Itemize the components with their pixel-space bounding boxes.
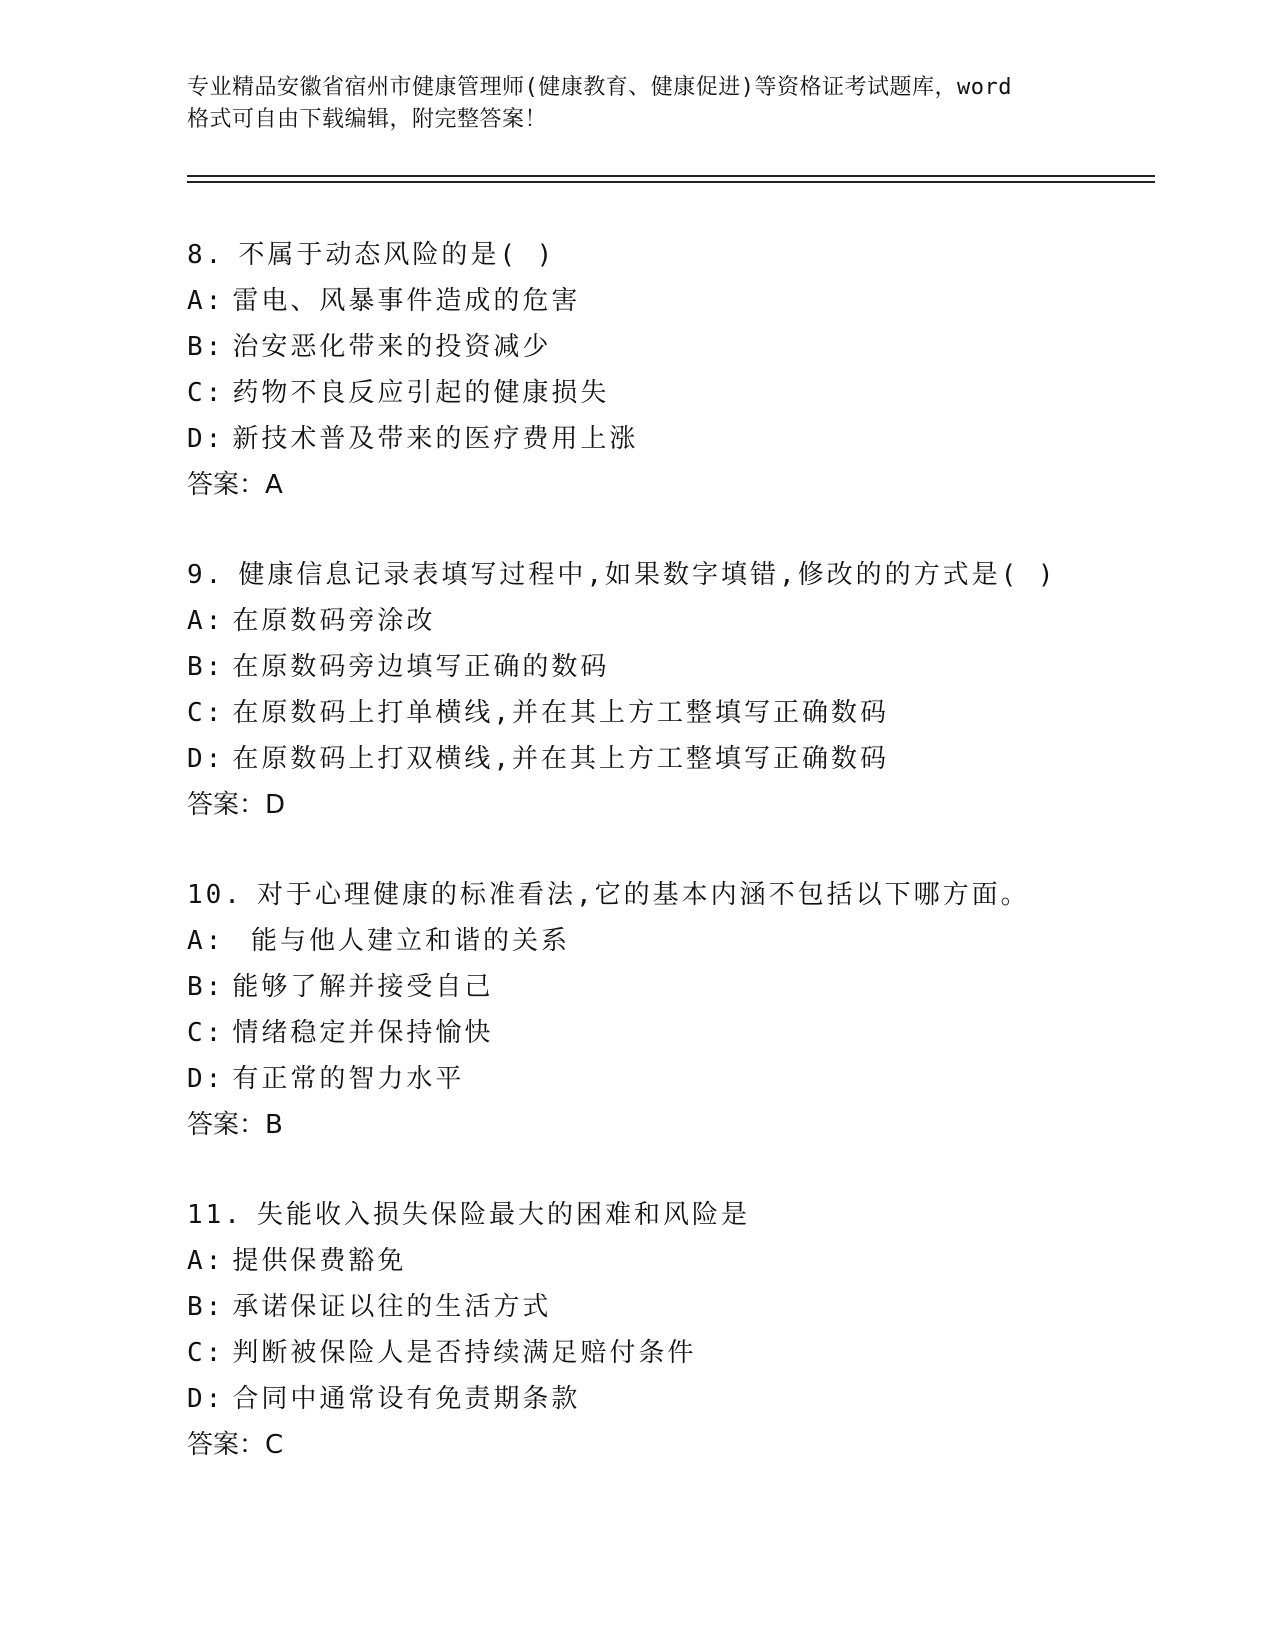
option-a — [187, 918, 1155, 964]
header-line-2: 格式可自由下载编辑，附完整答案！ — [187, 107, 548, 132]
option-d — [187, 1376, 1155, 1422]
option-text: 新技术普及带来的医疗费用上涨 — [232, 424, 639, 454]
question-text: 对于心理健康的标准看法,它的基本内涵不包括以下哪方面。 — [256, 880, 1030, 910]
option-d — [187, 416, 1155, 462]
option-key: B: — [187, 1292, 225, 1322]
option-b — [187, 644, 1155, 690]
option-text: 在原数码旁边填写正确的数码 — [232, 652, 610, 682]
option-b — [187, 324, 1155, 370]
option-key: C: — [187, 378, 225, 408]
option-a — [187, 1238, 1155, 1284]
option-text: 有正常的智力水平 — [232, 1064, 465, 1094]
answer-label: 答案：A — [187, 470, 283, 500]
question-text: 失能收入损失保险最大的困难和风险是 — [256, 1200, 750, 1230]
question-8 — [187, 232, 1155, 508]
question-stem — [187, 1192, 1155, 1238]
option-key: D: — [187, 1384, 225, 1414]
option-key: B: — [187, 972, 225, 1002]
answer-label: 答案：D — [187, 790, 286, 820]
option-c — [187, 370, 1155, 416]
option-key: A: — [187, 926, 225, 956]
option-key: D: — [187, 744, 225, 774]
answer-label: 答案：C — [187, 1430, 284, 1460]
option-key: B: — [187, 332, 225, 362]
option-text: 在原数码上打双横线,并在其上方工整填写正确数码 — [232, 744, 889, 774]
option-text: 能与他人建立和谐的关系 — [232, 926, 570, 956]
option-key: A: — [187, 1246, 225, 1276]
question-stem — [187, 232, 1155, 278]
option-a — [187, 278, 1155, 324]
question-stem — [187, 552, 1155, 598]
question-number: 11. — [187, 1200, 243, 1230]
document-header — [187, 72, 1087, 136]
option-key: C: — [187, 1018, 225, 1048]
option-c — [187, 690, 1155, 736]
option-text: 治安恶化带来的投资减少 — [232, 332, 552, 362]
question-11 — [187, 1192, 1155, 1468]
question-10 — [187, 872, 1155, 1148]
option-a — [187, 598, 1155, 644]
option-text: 判断被保险人是否持续满足赔付条件 — [232, 1338, 697, 1368]
question-text: 健康信息记录表填写过程中,如果数字填错,修改的的方式是( ) — [238, 560, 1057, 590]
option-text: 合同中通常设有免责期条款 — [232, 1384, 581, 1414]
option-key: A: — [187, 286, 225, 316]
option-text: 情绪稳定并保持愉快 — [232, 1018, 494, 1048]
header-line-1: 专业精品安徽省宿州市健康管理师(健康教育、健康促进)等资格证考试题库，word — [187, 75, 1012, 100]
option-key: A: — [187, 606, 225, 636]
header-divider-bottom — [187, 181, 1155, 183]
question-9 — [187, 552, 1155, 828]
option-c — [187, 1330, 1155, 1376]
option-text: 雷电、风暴事件造成的危害 — [232, 286, 581, 316]
option-b — [187, 964, 1155, 1010]
option-text: 能够了解并接受自己 — [232, 972, 494, 1002]
option-key: D: — [187, 1064, 225, 1094]
answer-label: 答案：B — [187, 1110, 283, 1140]
question-number: 10. — [187, 880, 243, 910]
option-key: D: — [187, 424, 225, 454]
option-text: 提供保费豁免 — [232, 1246, 407, 1276]
option-key: C: — [187, 698, 225, 728]
option-d — [187, 1056, 1155, 1102]
option-text: 药物不良反应引起的健康损失 — [232, 378, 610, 408]
question-number: 9. — [187, 560, 225, 590]
option-key: C: — [187, 1338, 225, 1368]
question-text: 不属于动态风险的是( ) — [238, 240, 556, 270]
option-key: B: — [187, 652, 225, 682]
option-text: 在原数码旁涂改 — [232, 606, 436, 636]
question-list — [187, 232, 1155, 1512]
question-stem — [187, 872, 1155, 918]
option-text: 在原数码上打单横线,并在其上方工整填写正确数码 — [232, 698, 889, 728]
question-number: 8. — [187, 240, 225, 270]
option-d — [187, 736, 1155, 782]
option-c — [187, 1010, 1155, 1056]
header-divider-top — [187, 175, 1155, 177]
option-b — [187, 1284, 1155, 1330]
option-text: 承诺保证以往的生活方式 — [232, 1292, 552, 1322]
